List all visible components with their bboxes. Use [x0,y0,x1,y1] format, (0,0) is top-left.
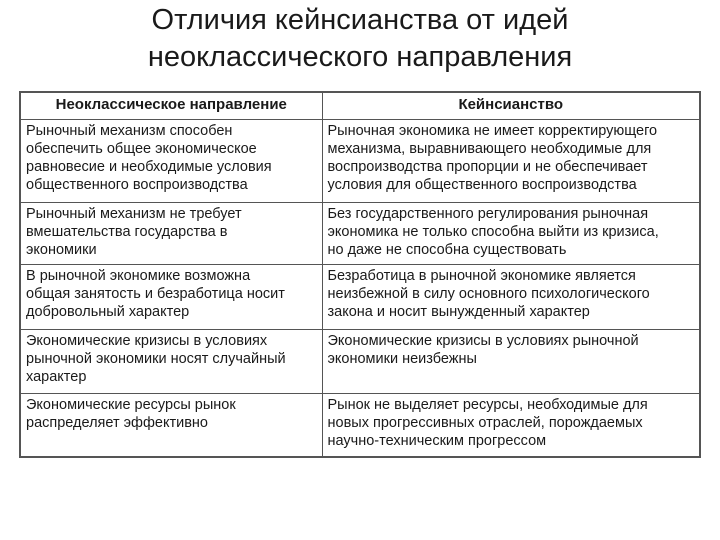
cell-line: Экономические кризисы в условиях [26,333,268,349]
cell-line: равновесие и необходимые условия [26,159,272,175]
cell-line: общая занятость и безработица носит [26,286,285,302]
slide-title-line-1: Отличия кейнсианства от идей [151,4,569,36]
cell-line: В рыночной экономике возможна [26,268,251,284]
cell-line: Без государственного регулирования рыночная [327,206,649,222]
cell-line: Экономические ресурсы рынок [26,397,236,413]
cell-line: характер [26,369,87,385]
cell-line: условия для общественного воспроизводства [327,177,637,193]
keynesian-cell [322,265,700,330]
neoclassical-cell [20,120,322,203]
cell-line: механизма, выравнивающего необходимые для [327,141,652,157]
cell-line: но даже не способна существовать [327,242,567,258]
comparison-table [19,91,701,458]
table-row [20,330,700,394]
cell-line: экономики [26,242,97,258]
table-header-row [20,92,700,120]
cell-line: Экономические кризисы в условиях рыночной [327,333,639,349]
header-keynesianism: Кейнсианство [322,92,700,120]
neoclassical-cell [20,394,322,458]
cell-line: распределяет эффективно [26,415,208,431]
slide-title-line-2: неоклассического направления [147,41,573,73]
cell-line: общественного воспроизводства [26,177,248,193]
slide-title [0,2,720,76]
cell-line: вмешательства государства в [26,224,228,240]
cell-line: рыночной экономики носят случайный [26,351,286,367]
cell-line: научно-техническим прогрессом [327,433,547,449]
keynesian-cell [322,394,700,458]
table-row [20,394,700,458]
keynesian-cell [322,330,700,394]
cell-line: новых прогрессивных отраслей, порождаемых [327,415,643,431]
header-neoclassical: Неоклассическое направление [20,92,322,120]
cell-line: добровольный характер [26,304,190,320]
cell-line: Рынок не выделяет ресурсы, необходимые для [327,397,648,413]
table-row [20,203,700,265]
cell-line: воспроизводства пропорции и не обеспечивает [327,159,648,175]
cell-line: Рыночный механизм способен [26,123,233,139]
table-row [20,265,700,330]
neoclassical-cell [20,265,322,330]
cell-line: Безработица в рыночной экономике является [327,268,636,284]
cell-line: обеспечить общее экономическое [26,141,257,157]
keynesian-cell [322,203,700,265]
cell-line: Рыночная экономика не имеет корректирующего [327,123,658,139]
cell-line: закона и носит вынужденный характер [327,304,590,320]
keynesian-cell [322,120,700,203]
neoclassical-cell [20,203,322,265]
table-row [20,120,700,203]
cell-line: неизбежной в силу основного психологического [327,286,650,302]
cell-line: экономика не только способна выйти из кризиса, [327,224,659,240]
cell-line: экономики неизбежны [327,351,477,367]
cell-line: Рыночный механизм не требует [26,206,242,222]
neoclassical-cell [20,330,322,394]
